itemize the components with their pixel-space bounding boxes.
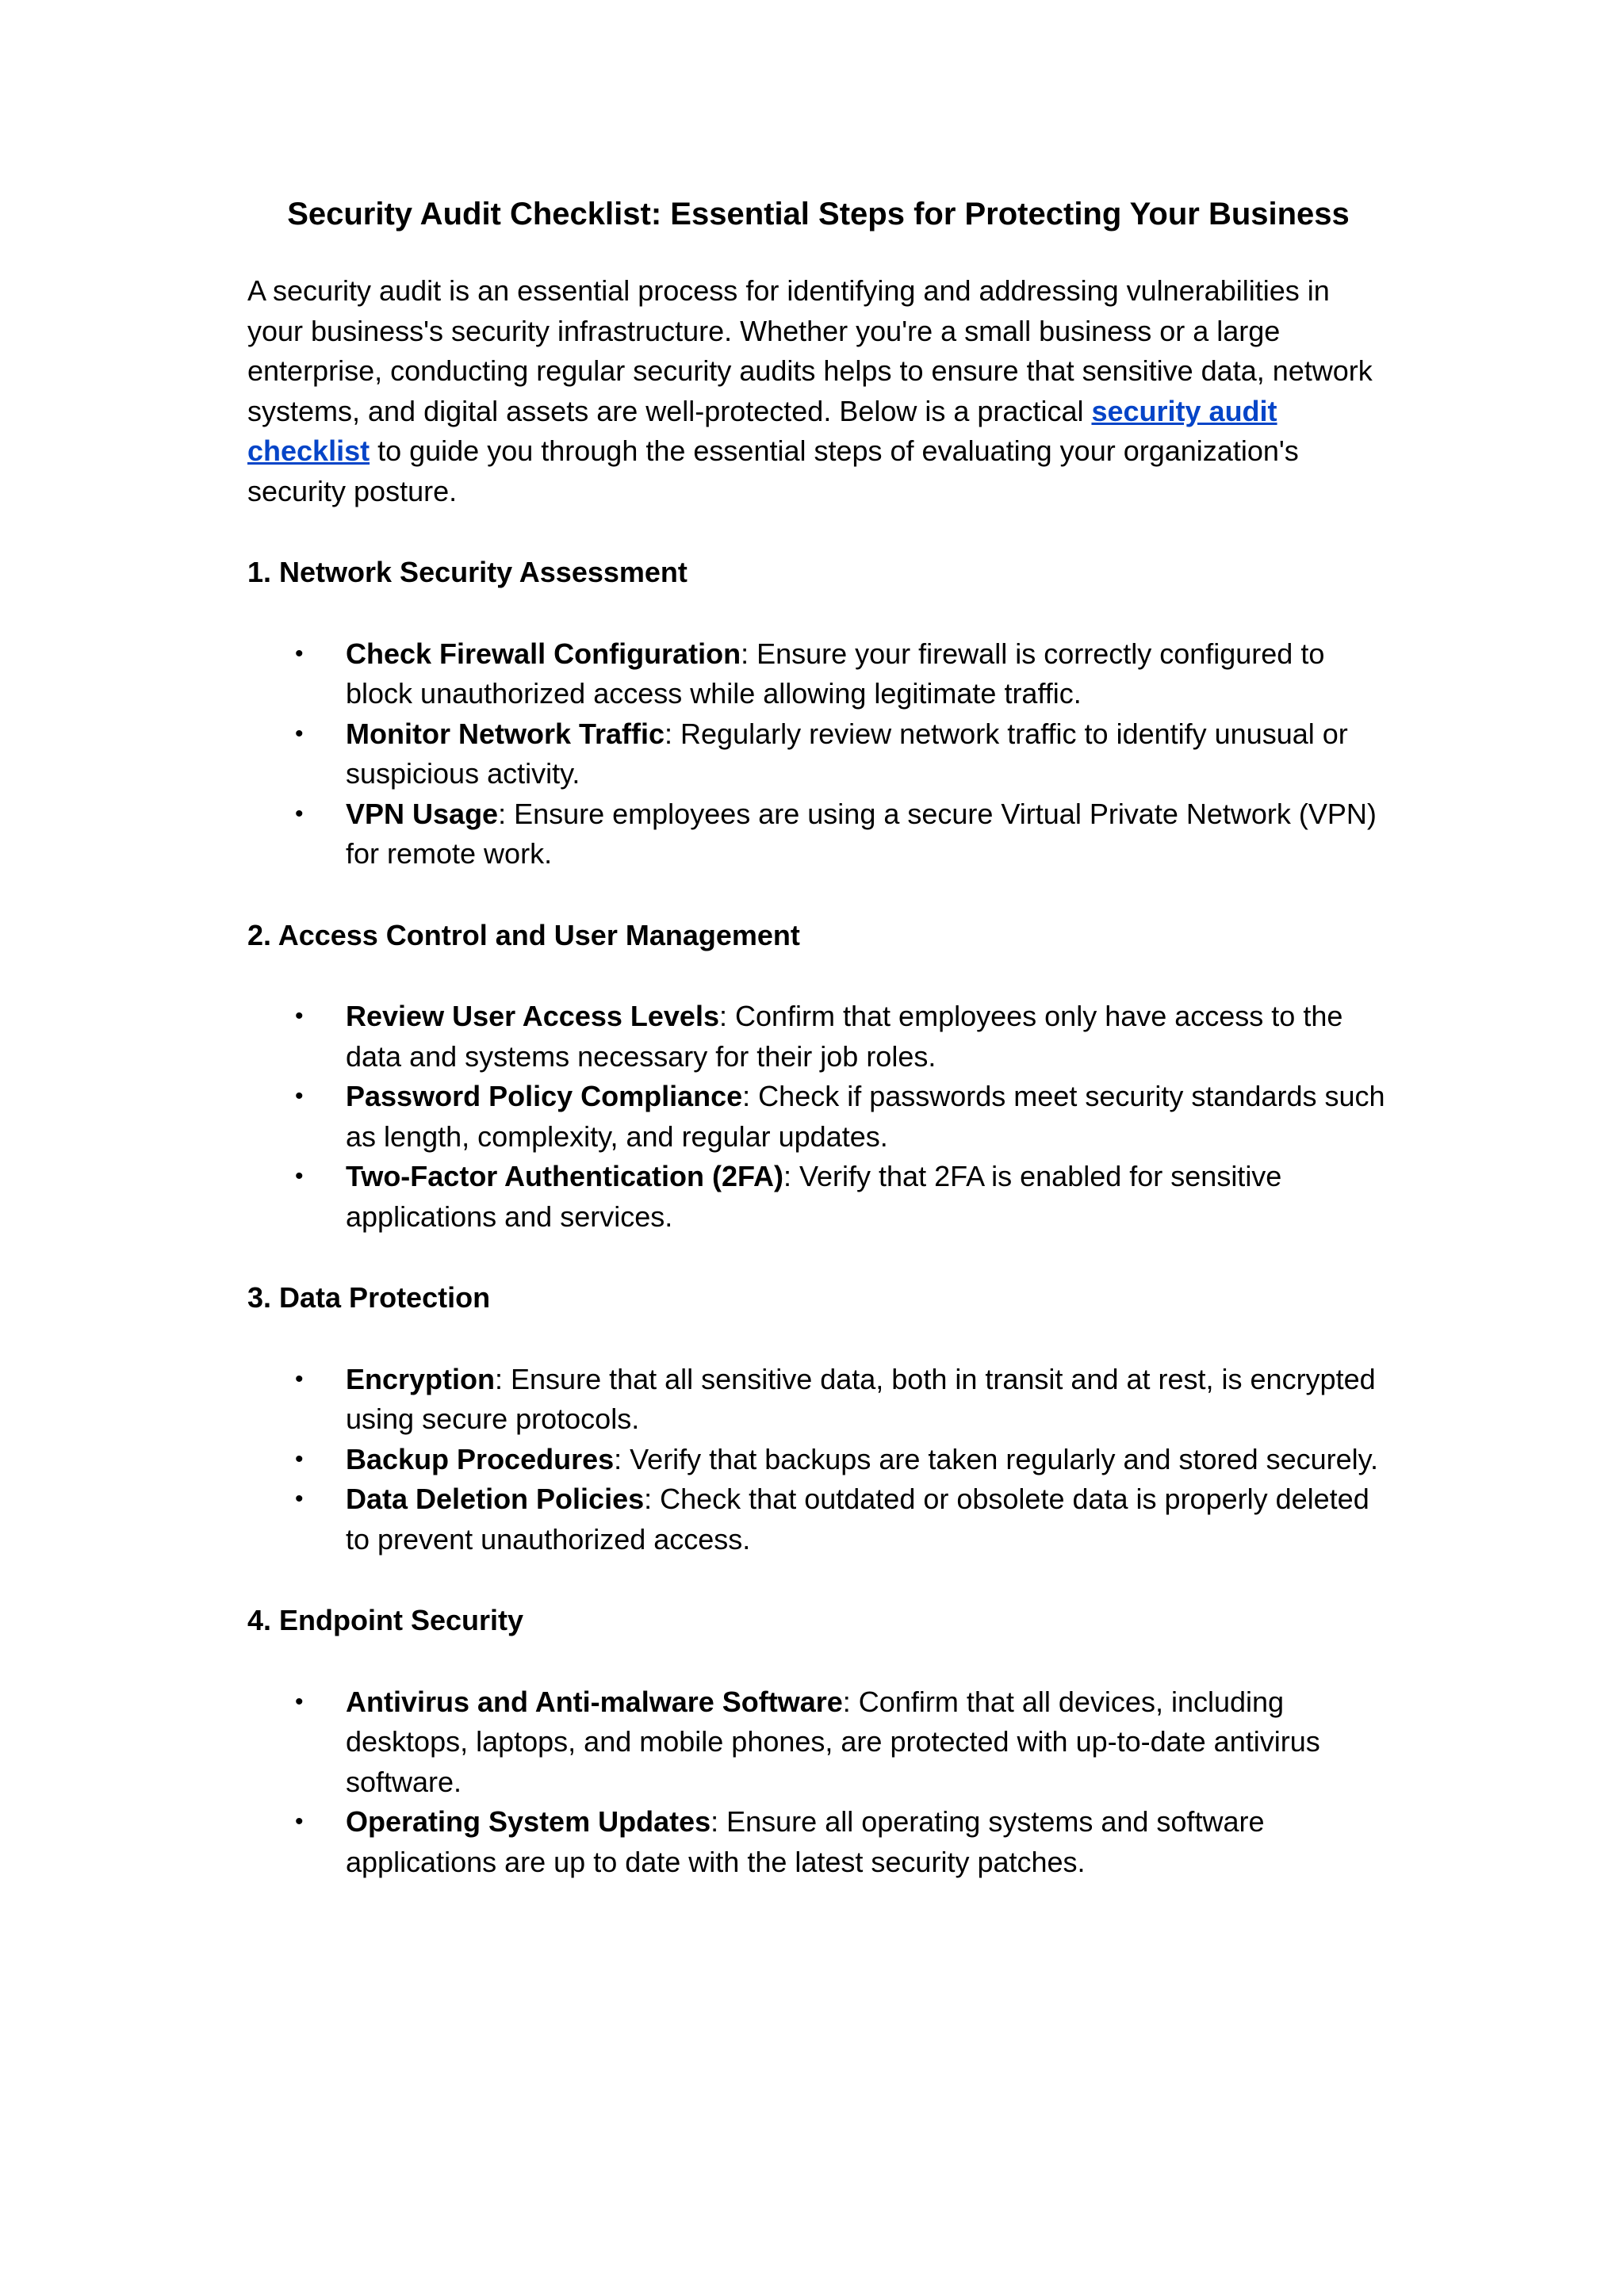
- intro-paragraph: [247, 271, 1389, 511]
- item-term: Encryption: [346, 1362, 496, 1395]
- bullet-icon: •: [295, 1003, 304, 1029]
- security-audit-checklist-link[interactable]: security audit checklist: [247, 394, 1277, 467]
- item-text: : Ensure employees are using a secure Virtual Private Network (VPN) for remote work.: [346, 797, 1377, 870]
- list-item: [247, 1682, 1389, 1803]
- section-network-security: [247, 553, 1389, 874]
- item-text: : Regularly review network traffic to identify unusual or suspicious activity.: [346, 717, 1348, 790]
- bullet-icon: •: [295, 1365, 304, 1392]
- list-item: [247, 1479, 1389, 1559]
- document-title: Security Audit Checklist: Essential Steps for Protecting Your Business: [287, 197, 1350, 232]
- item-text: : Ensure that all sensitive data, both in transit and at rest, is encrypted using secure protocols.: [346, 1362, 1376, 1435]
- item-text: : Check that outdated or obsolete data is properly deleted to prevent unauthorized access.: [346, 1483, 1369, 1556]
- list-item: [247, 997, 1389, 1077]
- list-item: [247, 1157, 1389, 1237]
- item-term: Two-Factor Authentication (2FA): [346, 1160, 783, 1192]
- list-item: [247, 714, 1389, 794]
- document-page: [247, 190, 1389, 1882]
- checklist: [247, 1682, 1389, 1883]
- bullet-icon: •: [295, 1808, 304, 1835]
- item-text: : Confirm that employees only have access to the data and systems necessary for their job roles.: [346, 1000, 1343, 1073]
- intro-text-before-link: A security audit is an essential process for identifying and addressing vulnerabilities in your business's security infrastructure. Whether you're a small business or a large enterprise, conducting regular security audits helps to ensure that sensitive data, network systems, and digital assets are well-protected. Below is a practical: [247, 274, 1373, 427]
- list-item: [247, 794, 1389, 874]
- section-data-protection: [247, 1278, 1389, 1559]
- list-item: [247, 634, 1389, 714]
- bullet-icon: •: [295, 1486, 304, 1512]
- checklist: [247, 997, 1389, 1237]
- item-term: Password Policy Compliance: [346, 1080, 743, 1112]
- item-term: Backup Procedures: [346, 1442, 615, 1475]
- item-term: Monitor Network Traffic: [346, 717, 665, 750]
- item-term: Data Deletion Policies: [346, 1483, 645, 1515]
- bullet-icon: •: [295, 1163, 304, 1189]
- bullet-icon: •: [295, 1083, 304, 1109]
- list-item: [247, 1077, 1389, 1157]
- item-term: VPN Usage: [346, 797, 499, 830]
- bullet-icon: •: [295, 640, 304, 667]
- list-item: [247, 1802, 1389, 1882]
- section-heading: 3. Data Protection: [247, 1281, 491, 1314]
- bullet-icon: •: [295, 1445, 304, 1472]
- item-text: : Verify that 2FA is enabled for sensitive applications and services.: [346, 1160, 1282, 1233]
- intro-text-after-link: to guide you through the essential steps of evaluating your organization's security posture.: [247, 434, 1299, 507]
- item-text: : Ensure all operating systems and software applications are up to date with the latest security patches.: [346, 1805, 1265, 1878]
- item-text: : Check if passwords meet security standards such as length, complexity, and regular updates.: [346, 1080, 1385, 1153]
- checklist: [247, 634, 1389, 874]
- item-term: Check Firewall Configuration: [346, 637, 741, 670]
- item-term: Operating System Updates: [346, 1805, 711, 1838]
- item-text: : Verify that backups are taken regularly and stored securely.: [614, 1442, 1378, 1475]
- section-heading: 4. Endpoint Security: [247, 1604, 524, 1636]
- item-text: : Confirm that all devices, including desktops, laptops, and mobile phones, are protected with up-to-date antivirus software.: [346, 1685, 1320, 1798]
- section-heading: 1. Network Security Assessment: [247, 556, 688, 588]
- bullet-icon: •: [295, 800, 304, 827]
- section-endpoint-security: [247, 1601, 1389, 1882]
- item-term: Review User Access Levels: [346, 1000, 719, 1032]
- list-item: [247, 1360, 1389, 1440]
- bullet-icon: •: [295, 1688, 304, 1715]
- list-item: [247, 1440, 1389, 1480]
- checklist: [247, 1360, 1389, 1560]
- bullet-icon: •: [295, 720, 304, 747]
- section-heading: 2. Access Control and User Management: [247, 918, 800, 951]
- section-access-control: [247, 916, 1389, 1238]
- item-term: Antivirus and Anti-malware Software: [346, 1685, 843, 1718]
- item-text: : Ensure your firewall is correctly configured to block unauthorized access while allowing legitimate traffic.: [346, 637, 1325, 710]
